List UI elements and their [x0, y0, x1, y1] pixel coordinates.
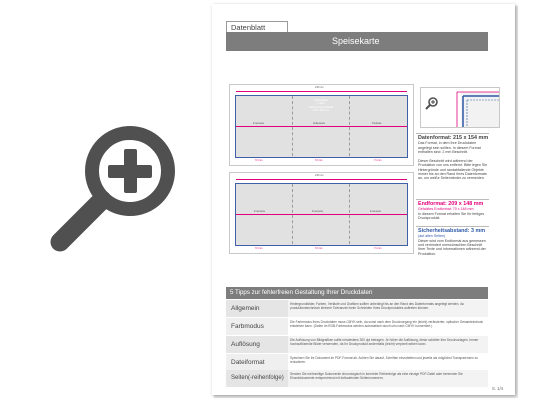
tip-row: [226, 370, 488, 387]
end-format-text: In diesem Format erhalten Sie Ihr fertiges Druckprodukt.: [418, 211, 485, 220]
title-bar: [226, 32, 488, 51]
end-format-title: Endformat: 209 x 148 mm: [418, 201, 484, 207]
page-title: Speisekarte: [332, 36, 380, 46]
panel-label: Innenseite: [370, 210, 382, 213]
end-format-line: [236, 214, 407, 215]
page-number: S. 1/4: [492, 386, 503, 391]
tip-label: Dateiformat: [226, 354, 288, 371]
safety-text: Dieser wird vom Endformat aus gemessen und verhindert unerwünschten Beschnitt Ihrer Texte und Informationen während der Produktion.: [418, 238, 486, 256]
template-inside: [229, 172, 414, 254]
zoom-in-icon[interactable]: [50, 123, 180, 253]
tip-row: [226, 336, 488, 353]
divider: [416, 133, 489, 134]
panel-dimension: 71 mm: [374, 247, 382, 250]
panel-label: Innenseite: [312, 210, 324, 213]
tips-heading: 5 Tipps zur fehlerfreien Gestaltung Ihrer Druckdaten: [226, 287, 488, 299]
corner-detail: [420, 87, 500, 128]
panel-dimension: 72 mm: [255, 159, 263, 162]
tip-text: Hintergrundbilder, Farben, Verläufe und Grafiken sollten unbedingt bis an den Rand des Datenformats angelegt werden, da produktionstechnisch kleinere Toleranzen beim Schneiden Ihres Druckproduktes auftreten können.: [290, 302, 464, 310]
divider: [416, 199, 489, 200]
tip-row: [226, 300, 488, 317]
width-dimension: 215 mm: [315, 174, 324, 177]
end-format-subtitle: Gefalztes Endformat: 70 x 148 mm: [418, 207, 474, 212]
panel-dimension: 72 mm: [315, 247, 323, 250]
tip-text: Speichern Sie Ihr Dokument im PDF-Format ab. Achten Sie darauf, Schriften einzubetten und jeweils als möglichst Transparenzen zu reduzieren.: [290, 356, 478, 364]
safety-subtitle: (auf allen Seiten): [418, 234, 446, 239]
zoom-in-icon: [425, 96, 439, 110]
datasheet-tab: Datenblatt: [226, 21, 288, 33]
tip-text: Die Auflösung von Bildgrafiken sollte mindestens 300 dpi betragen. Je höher die Auflösung, desto schärfer Ihre Druckvorlagen. Immer hochauflösende Bilder verwenden, da Ihr Druckprodukt andernfalls (leicht) verpixelt wirken kann.: [290, 338, 479, 346]
width-line: [236, 91, 407, 92]
fold-line-2: [349, 184, 350, 244]
end-format-info: [418, 201, 490, 220]
bleed-text: Dieser Beschnitt wird während der Produktion von uns entfernt. Bitte legen Sie Hintergründe und randabfallende Objekte immer bis an den Rand Ihres Datenformats an, um weiße Seitenränder zu vermeiden.: [418, 159, 488, 181]
safety-info: [418, 228, 490, 256]
tip-text: Senden Sie mehrseitige Dokumente chronologisch in korrekter Reihenfolge als eine einzige PDF-Datei oder benennen Sie Einzeldokumente entsprechend mit fortlaufenden Seitennummern.: [290, 372, 463, 380]
panel-label: Titelseite: [372, 122, 382, 125]
tip-row: [226, 318, 488, 335]
bleed-info: [418, 159, 490, 180]
tip-label: Seiten(-reihenfolge): [226, 370, 288, 387]
end-format-line: [236, 126, 407, 127]
panel-dimension: 71 mm: [374, 159, 382, 162]
data-format-info: [418, 135, 490, 154]
tip-row: [226, 354, 488, 371]
panel-label: Außenseite: [313, 122, 326, 125]
tip-label: Auflösung: [226, 336, 288, 353]
tip-text: Die Farbmodus Ihres Druckdaten muss CMYK sein, da sonst nach dem Druckvorgang ein (leicht) veränderter, optischer Gesamteindruck entstehen kann. (Daten im RGB-Farbmodus werden automatisch durch uns nach CMYK konvertiert.): [290, 320, 484, 328]
panel-dimension: 72 mm: [315, 159, 323, 162]
width-dimension: 215 mm: [315, 86, 324, 89]
tip-label: Allgemein: [226, 300, 288, 317]
fold-line-2: [349, 96, 350, 156]
data-format-title: Datenformat: 215 x 154 mm: [418, 135, 489, 141]
tip-label: Farbmodus: [226, 318, 288, 335]
template-caption: Speisekarte 3-fach Falzung Standardfalz 215 x 154 mm: [308, 99, 334, 113]
panel-dimension: 72 mm: [255, 247, 263, 250]
datasheet-page[interactable]: [212, 4, 515, 395]
width-line: [236, 179, 407, 180]
panel-label: Innenseite: [253, 122, 265, 125]
panel-label: Innenseite: [254, 210, 266, 213]
divider: [416, 226, 489, 227]
safety-title: Sicherheitsabstand: 3 mm: [418, 228, 486, 234]
template-outside: [229, 84, 414, 166]
fold-line-1: [292, 184, 293, 244]
data-format-text: Das Format, in dem Ihre Druckdaten angelegt sein sollten. In diesem Format enthalten sind: 2 mm Beschnitt.: [418, 141, 481, 154]
